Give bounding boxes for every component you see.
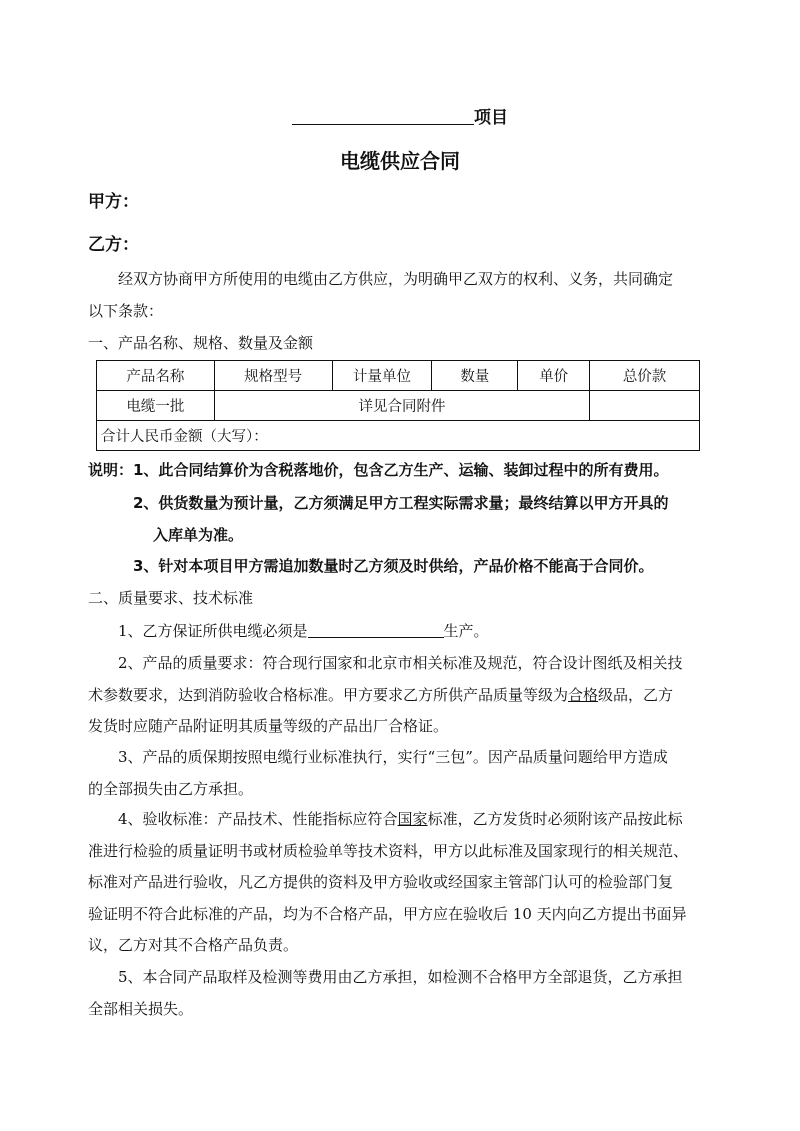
product-detail-cell: 详见合同附件 — [214, 391, 589, 421]
total-amount-cell[interactable]: 合计人民币金额（大写）： — [97, 421, 700, 451]
note-3: 3、针对本项目甲方需追加数量时乙方须及时供给，产品价格不能高于合同价。 — [133, 557, 654, 575]
product-table — [96, 360, 700, 451]
note-2-line-1: 2、供货数量为预计量，乙方须满足甲方工程实际需求量；最终结算以甲方开具的 — [133, 494, 669, 512]
total-price-cell[interactable] — [590, 391, 700, 421]
note-1: 说明：1、此合同结算价为含税落地价，包含乙方生产、运输、装卸过程中的所有费用。 — [88, 461, 669, 479]
quality-item-2: 2、产品的质量要求：符合现行国家和北京市相关标准及规范，符合设计图纸及相关技 术参数要求，达到消防验收合格标准。甲方要求乙方所供产品质量等级为合格级品，乙方 发货时应随产品附证明其质量等级的产品出厂合格证。 — [88, 654, 683, 735]
quality-grade-value: 合格 — [568, 685, 599, 704]
quality-item-3: 3、产品的质保期按照电缆行业标准执行，实行“三包”。因产品质量问题给甲方造成 的全部损失由乙方承担。 — [88, 748, 668, 798]
table-header-cell: 总价款 — [590, 361, 700, 391]
manufacturer-blank[interactable] — [308, 621, 444, 638]
intro-line-1: 经双方协商甲方所使用的电缆由乙方供应，为明确甲乙双方的权利、义务，共同确定 — [118, 270, 674, 288]
table-header-cell: 产品名称 — [97, 361, 215, 391]
product-name-cell: 电缆一批 — [97, 391, 215, 421]
project-title-line — [0, 104, 800, 131]
note-2 — [133, 488, 715, 551]
section-1-heading: 一、产品名称、规格、数量及金额 — [88, 334, 314, 352]
party-a-label: 甲方： — [88, 192, 139, 212]
intro-paragraph — [88, 264, 718, 327]
table-header-cell: 单价 — [518, 361, 590, 391]
table-header-cell: 规格型号 — [214, 361, 332, 391]
quality-item-4: 4、验收标准：产品技术、性能指标应符合国家标准，乙方发货时必须附该产品按此标 准进行检验的质量证明书或材质检验单等技术资料，甲方以此标准及国家现行的相关规范、 标准对产品进行验收，凡乙方提供的资料及甲方验收或经国家主管部门认可的检验部门复 验证明不符合此标准的产品，均为不合格产品，甲方应在验收后 10 天内向乙方提出书面异 议，乙方对其不合格产品负责。 — [88, 810, 689, 954]
table-header-row — [97, 361, 700, 391]
party-b-label: 乙方： — [88, 235, 139, 255]
table-total-row — [97, 421, 700, 451]
intro-line-2: 以下条款： — [88, 301, 164, 320]
project-suffix: 项目 — [474, 108, 508, 128]
quality-item-1: 1、乙方保证所供电缆必须是 生产。 — [118, 622, 489, 640]
project-name-blank[interactable] — [292, 104, 474, 125]
table-row — [97, 391, 700, 421]
contract-title: 电缆供应合同 — [340, 149, 460, 173]
table-header-cell: 计量单位 — [332, 361, 432, 391]
note-2-line-2: 入库单为准。 — [153, 525, 244, 544]
quality-item-5: 5、本合同产品取样及检测等费用由乙方承担，如检测不合格甲方全部退货，乙方承担 全部相关损失。 — [88, 968, 683, 1018]
table-header-cell: 数量 — [432, 361, 518, 391]
standard-value: 国家 — [397, 810, 428, 828]
section-2-heading: 二、质量要求、技术标准 — [88, 589, 254, 607]
